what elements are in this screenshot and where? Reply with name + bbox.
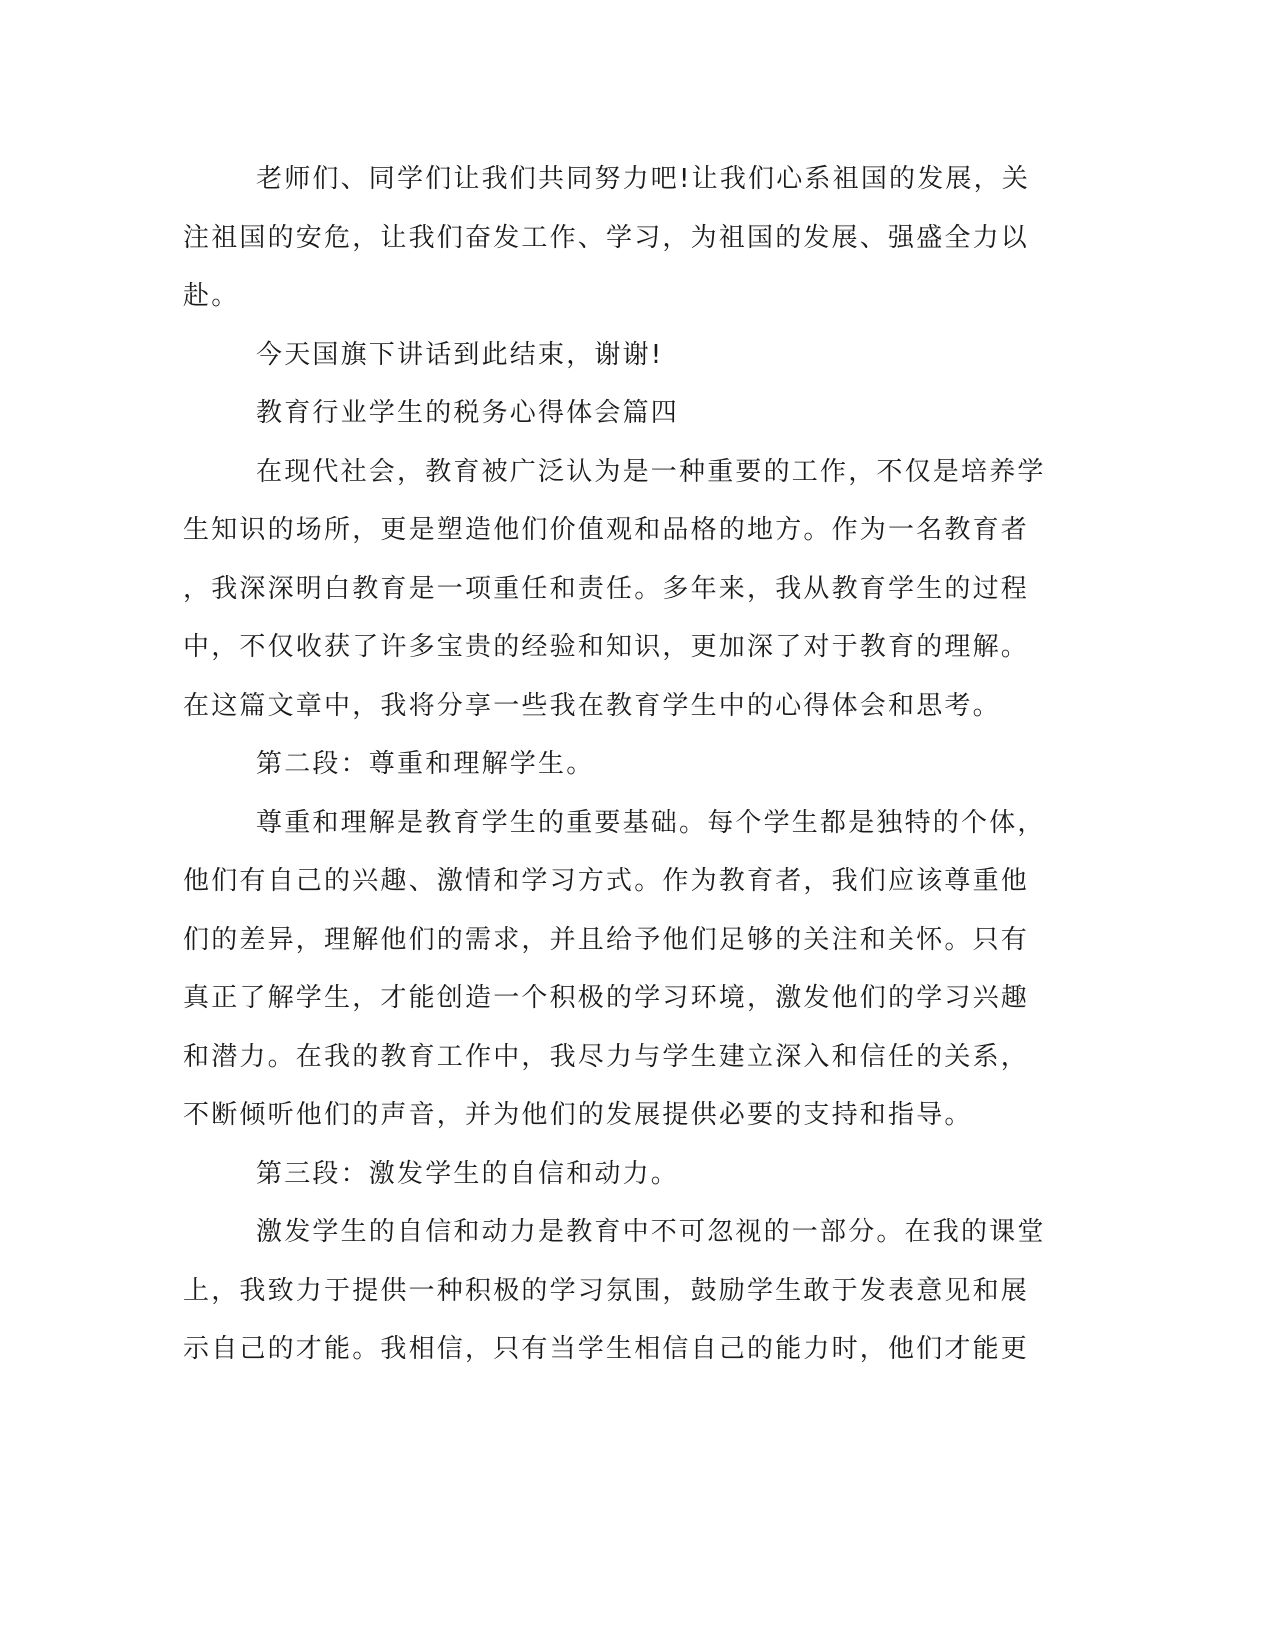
text-line: 不断倾听他们的声音，并为他们的发展提供必要的支持和指导。 <box>183 1100 973 1130</box>
text-line: 示自己的才能。我相信，只有当学生相信自己的能力时，他们才能更 <box>183 1334 1030 1364</box>
text-line: 中，不仅收获了许多宝贵的经验和知识，更加深了对于教育的理解。 <box>183 632 1030 662</box>
text-line: 们的差异，理解他们的需求，并且给予他们足够的关注和关怀。只有 <box>183 924 1030 955</box>
text-line: 在现代社会，教育被广泛认为是一种重要的工作，不仅是培养学 <box>256 456 1046 487</box>
text-line: 今天国旗下讲话到此结束，谢谢! <box>256 339 664 370</box>
section-heading: 第二段：尊重和理解学生。 <box>256 749 595 779</box>
text-line: 和潜力。在我的教育工作中，我尽力与学生建立深入和信任的关系， <box>183 1041 1030 1072</box>
text-line: 真正了解学生，才能创造一个积极的学习环境，激发他们的学习兴趣 <box>183 983 1030 1013</box>
text-line: ，我深深明白教育是一项重任和责任。多年来，我从教育学生的过程 <box>183 573 1030 604</box>
text-line: 尊重和理解是教育学生的重要基础。每个学生都是独特的个体， <box>256 807 1046 838</box>
text-line: 上，我致力于提供一种积极的学习氛围，鼓励学生敢于发表意见和展 <box>183 1275 1030 1306</box>
section-heading: 第三段：激发学生的自信和动力。 <box>256 1158 680 1189</box>
text-line: 注祖国的安危，让我们奋发工作、学习，为祖国的发展、强盛全力以 <box>183 222 1030 253</box>
text-line: 激发学生的自信和动力是教育中不可忽视的一部分。在我的课堂 <box>256 1217 1046 1247</box>
body-text <box>183 150 1053 1379</box>
section-heading: 教育行业学生的税务心得体会篇四 <box>256 398 680 428</box>
text-line: 生知识的场所，更是塑造他们价值观和品格的地方。作为一名教育者 <box>183 515 1030 545</box>
text-line: 他们有自己的兴趣、激情和学习方式。作为教育者，我们应该尊重他 <box>183 866 1030 896</box>
text-line: 老师们、同学们让我们共同努力吧!让我们心系祖国的发展，关 <box>256 164 1031 194</box>
text-line: 赴。 <box>183 281 240 311</box>
text-line: 在这篇文章中，我将分享一些我在教育学生中的心得体会和思考。 <box>183 690 1001 721</box>
